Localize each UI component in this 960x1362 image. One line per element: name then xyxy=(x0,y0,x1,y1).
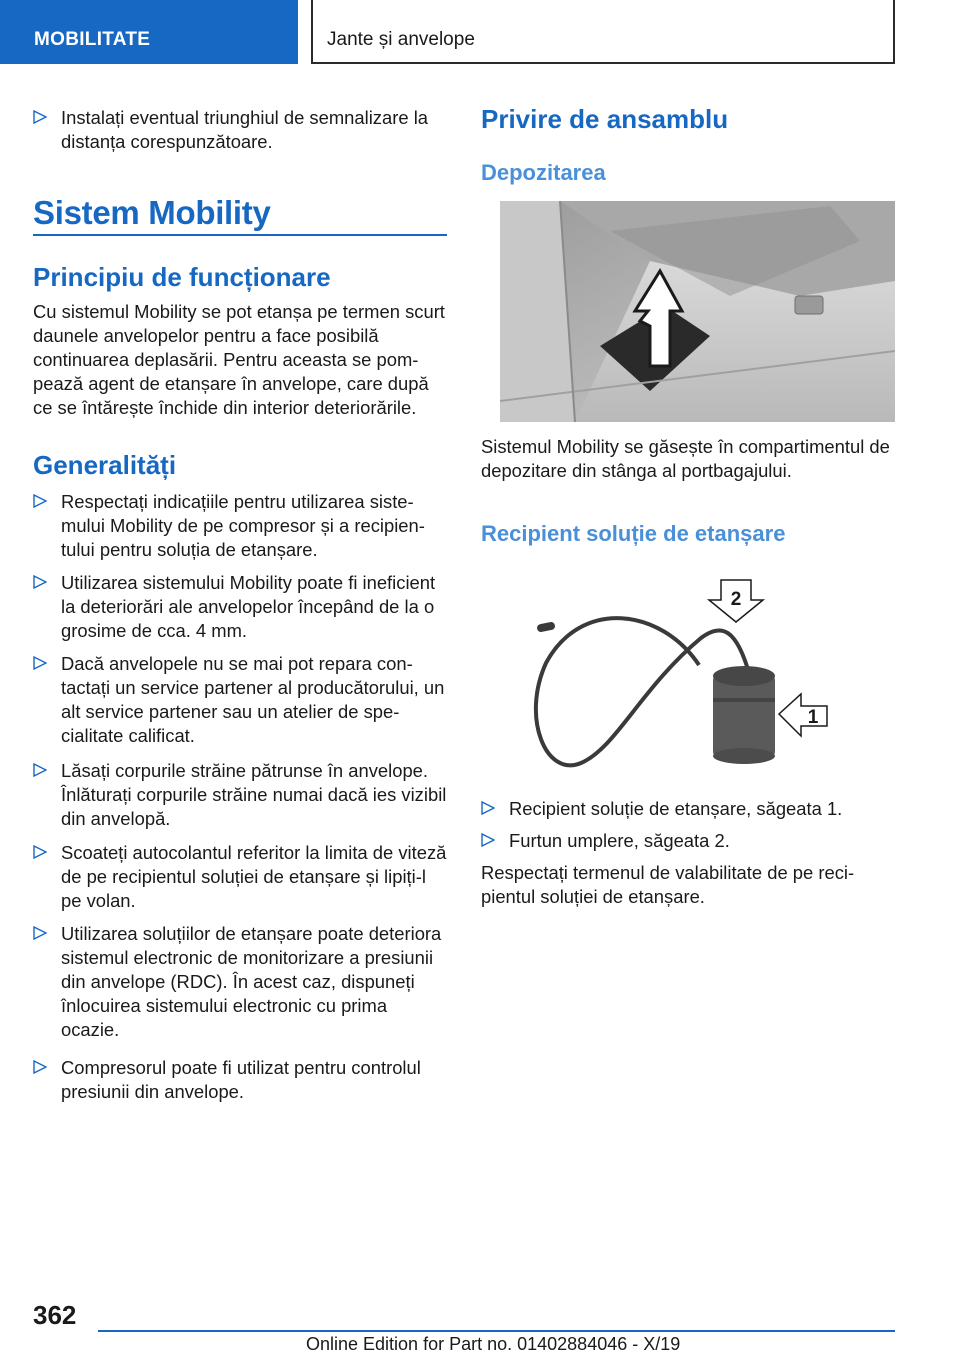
trunk-storage-photo xyxy=(500,201,895,422)
edition-footer: Online Edition for Part no. 01402884046 - X/19 xyxy=(306,1334,681,1354)
triangle-bullet-icon xyxy=(33,844,47,860)
footer-divider xyxy=(98,1330,895,1332)
storage-paragraph: Sistemul Mobility se găsește în compartimentul de depozitare din stânga al portbagajului. xyxy=(481,436,890,481)
triangle-bullet-icon xyxy=(33,1059,47,1075)
list-item-text: Scoateți autocolantul referitor la limita de viteză de pe recipientul soluției de etanșare și lipiți-l pe volan. xyxy=(61,842,447,911)
storage-heading: Depozitarea xyxy=(481,160,606,185)
section-title: Jante și anvelope xyxy=(311,0,895,64)
list-item xyxy=(481,797,895,821)
sealant-container-illustration xyxy=(521,568,841,790)
principle-paragraph: Cu sistemul Mobility se pot etanșa pe termen scurt daunele anvelopelor pentru a face posibilă continuarea deplasării. Pentru aceasta se pompează agent de etanșare în anvelope, care după ce se întărește închide din interior deteriorările. xyxy=(33,301,445,418)
list-item-text: Utilizarea soluțiilor de etanșare poate deteriora sistemul electronic de monitorizare a presiunii din anvelope (RDC). În acest caz, dispuneți înlocuirea sistemului electronic cu prima ocazie. xyxy=(61,923,442,1040)
triangle-bullet-icon xyxy=(33,925,47,941)
expiry-note: Respectați termenul de valabilitate de pe recipientul soluției de etanșare. xyxy=(481,862,855,907)
list-item xyxy=(33,490,447,562)
list-item-text: Utilizarea sistemului Mobility poate fi ineficient la deteriorări ale anvelopelor începând de la o grosime de cca. 4 mm. xyxy=(61,572,436,641)
list-item-text: Furtun umplere, săgeata 2. xyxy=(509,830,730,851)
list-item-text: Compresorul poate fi utilizat pentru controlul presiunii din anvelope. xyxy=(61,1057,421,1102)
list-item xyxy=(33,922,447,1042)
chapter-tab: MOBILITATE xyxy=(0,0,298,64)
list-item xyxy=(33,759,447,831)
list-item xyxy=(33,571,447,643)
list-item xyxy=(33,106,447,154)
list-item-text: Recipient soluție de etanșare, săgeata 1. xyxy=(509,798,843,819)
list-item xyxy=(33,652,447,748)
list-item-text: Lăsați corpurile străine pătrunse în anvelope. Înlăturați corpurile străine numai dacă ies vizibil din anvelopă. xyxy=(61,760,447,829)
page-title: Sistem Mobility xyxy=(33,194,271,231)
triangle-bullet-icon xyxy=(33,655,47,671)
overview-heading: Privire de ansamblu xyxy=(481,104,729,134)
list-item xyxy=(33,1056,447,1104)
triangle-bullet-icon xyxy=(33,493,47,509)
general-heading: Generalități xyxy=(33,450,177,480)
list-item-text: Respectați indicațiile pentru utilizarea sistemului Mobility de pe compresor și a recipientului pentru soluția de etanșare. xyxy=(61,491,425,560)
triangle-bullet-icon xyxy=(481,800,495,816)
list-item xyxy=(481,829,895,853)
triangle-bullet-icon xyxy=(33,762,47,778)
list-item xyxy=(33,841,447,913)
principle-heading: Principiu de funcționare xyxy=(33,262,331,292)
page-number: 362 xyxy=(33,1300,77,1330)
triangle-bullet-icon xyxy=(33,109,47,125)
list-item-text: Dacă anvelopele nu se mai pot repara contactați un service partener al producătorului, un alt service partener sau un atelier de specialitate calificat. xyxy=(61,653,445,746)
triangle-bullet-icon xyxy=(481,832,495,848)
title-divider xyxy=(33,234,447,236)
container-heading: Recipient soluție de etanșare xyxy=(481,521,786,546)
list-item-text: Instalați eventual triunghiul de semnalizare la distanța corespunzătoare. xyxy=(61,107,429,152)
triangle-bullet-icon xyxy=(33,574,47,590)
callout-2-label: 2 xyxy=(730,589,742,610)
callout-1-label: 1 xyxy=(807,707,819,728)
